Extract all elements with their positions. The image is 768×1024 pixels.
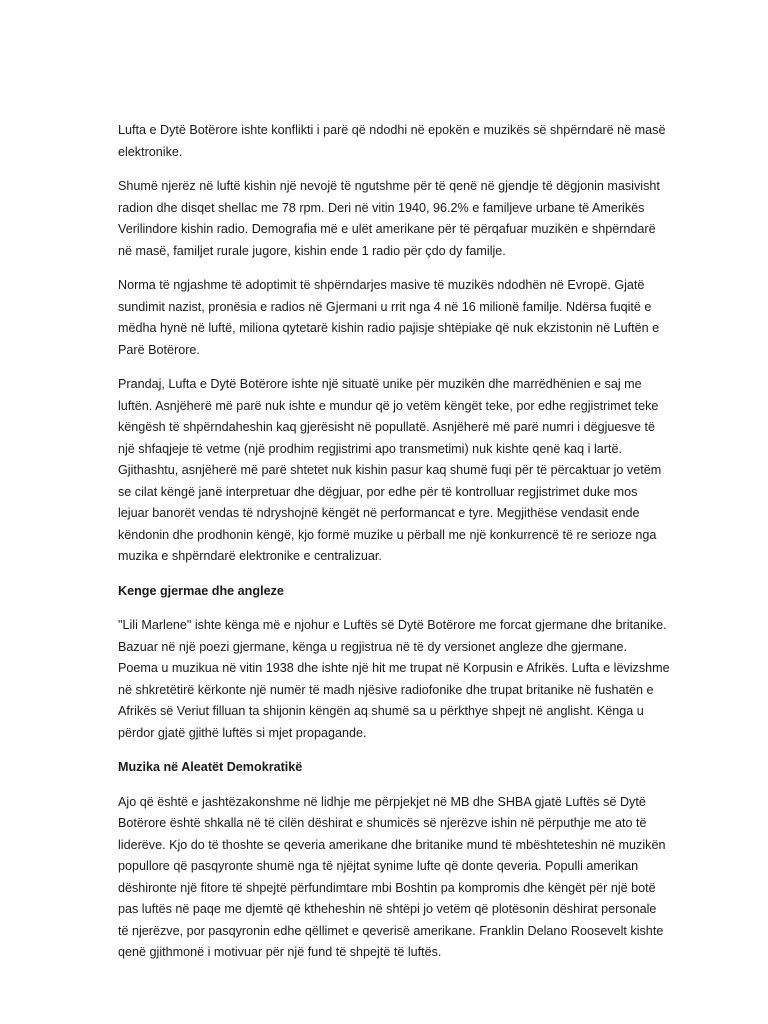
document-body: [118, 120, 670, 977]
section-heading-allied-music: Muzika në Aleatët Demokratikë: [118, 760, 303, 774]
paragraph-lili-marlene: "Lili Marlene" ishte kënga më e njohur e Luftës së Dytë Botërore me forcat gjermane dhe britanike. Bazuar në një poezi gjermane, kënga u regjistrua në të dy versionet angleze dhe gjermane. Poema u muzikua në vitin 1938 dhe ishte një hit me trupat në Korpusin e Afrikës. Lufta e lëvizshme në shkretëtirë kërkonte një numër të madh njësive radiofonike dhe trupat britanike në fushatën e Afrikës së Veriut filluan ta shijonin këngën aq shumë sa u përkthye shpejt në anglisht. Kënga u përdor gjatë gjithë luftës si mjet propagande.: [118, 618, 670, 740]
section-heading-german-english-songs: Kenge gjermae dhe angleze: [118, 583, 284, 598]
paragraph-intro: Lufta e Dytë Botërore ishte konflikti i parë që ndodhi në epokën e muzikës së shpërndarë në masë elektronike.: [118, 123, 666, 159]
paragraph-unique-situation: Prandaj, Lufta e Dytë Botërore ishte një situatë unike për muzikën dhe marrëdhënien e saj me luftën. Asnjëherë më parë nuk ishte e mundur që jo vetëm këngët teke, por edhe regjistrimet teke këngësh të shpërndaheshin kaq gjerësisht në popullatë. Asnjëherë më parë numri i dëgjuesve të një shfaqjeje të vetme (një prodhim regjistrimi apo transmetimi) nuk kishte qenë kaq i lartë. Gjithashtu, asnjëherë më parë shtetet nuk kishin pasur kaq shumë fuqi për të përcaktuar jo vetëm se cilat këngë janë interpretuar dhe dëgjuar, por edhe për të kontrolluar regjistrimet duke mos lejuar banorët vendas të ndryshojnë këngët në performancat e tyre. Megjithëse vendasit ende këndonin dhe prodhonin këngë, kjo formë muzike u përball me një konkurrencë të re serioze nga muzika e shpërndarë elektronike e centralizuar.: [118, 377, 662, 563]
paragraph-europe: Norma të ngjashme të adoptimit të shpërndarjes masive të muzikës ndodhën në Evropë. Gjatë sundimit nazist, pronësia e radios në Gjermani u rrit nga 4 në 16 milionë familje. Ndërsa fuqitë e mëdha hynë në luftë, miliona qytetarë kishin radio pajisje shtëpiake që nuk ekzistonin në Luftën e Parë Botërore.: [118, 278, 660, 357]
paragraph-radio-usage: Shumë njerëz në luftë kishin një nevojë të ngutshme për të qenë në gjendje të dëgjonin masivisht radion dhe disqet shellac me 78 rpm. Deri në vitin 1940, 96.2% e familjeve urbane të Amerikës Verilindore kishin radio. Demografia më e ulët amerikane për të përqafuar muzikën e shpërndarë në masë, familjet rurale jugore, kishin ende 1 radio për çdo dy familje.: [118, 179, 660, 258]
paragraph-allied-efforts: Ajo që është e jashtëzakonshme në lidhje me përpjekjet në MB dhe SHBA gjatë Luftës së Dytë Botërore është shkalla në të cilën dëshirat e shumicës së njerëzve ishin në përputhje me ato të liderëve. Kjo do të thoshte se qeveria amerikane dhe britanike mund të mbështeteshin në muzikën popullore që pasqyronte shumë nga të njëjtat synime lufte që donte qeveria. Populli amerikan dëshironte një fitore të shpejtë përfundimtare mbi Boshtin pa kompromis dhe këngët për një botë pas luftës në paqe me djemtë që ktheheshin në shtëpi jo vetëm që plotësonin dëshirat personale të njerëzve, por pasqyronin edhe qëllimet e qeverisë amerikane. Franklin Delano Roosevelt kishte qenë gjithmonë i motivuar për një fund të shpejtë të luftës.: [118, 794, 666, 959]
